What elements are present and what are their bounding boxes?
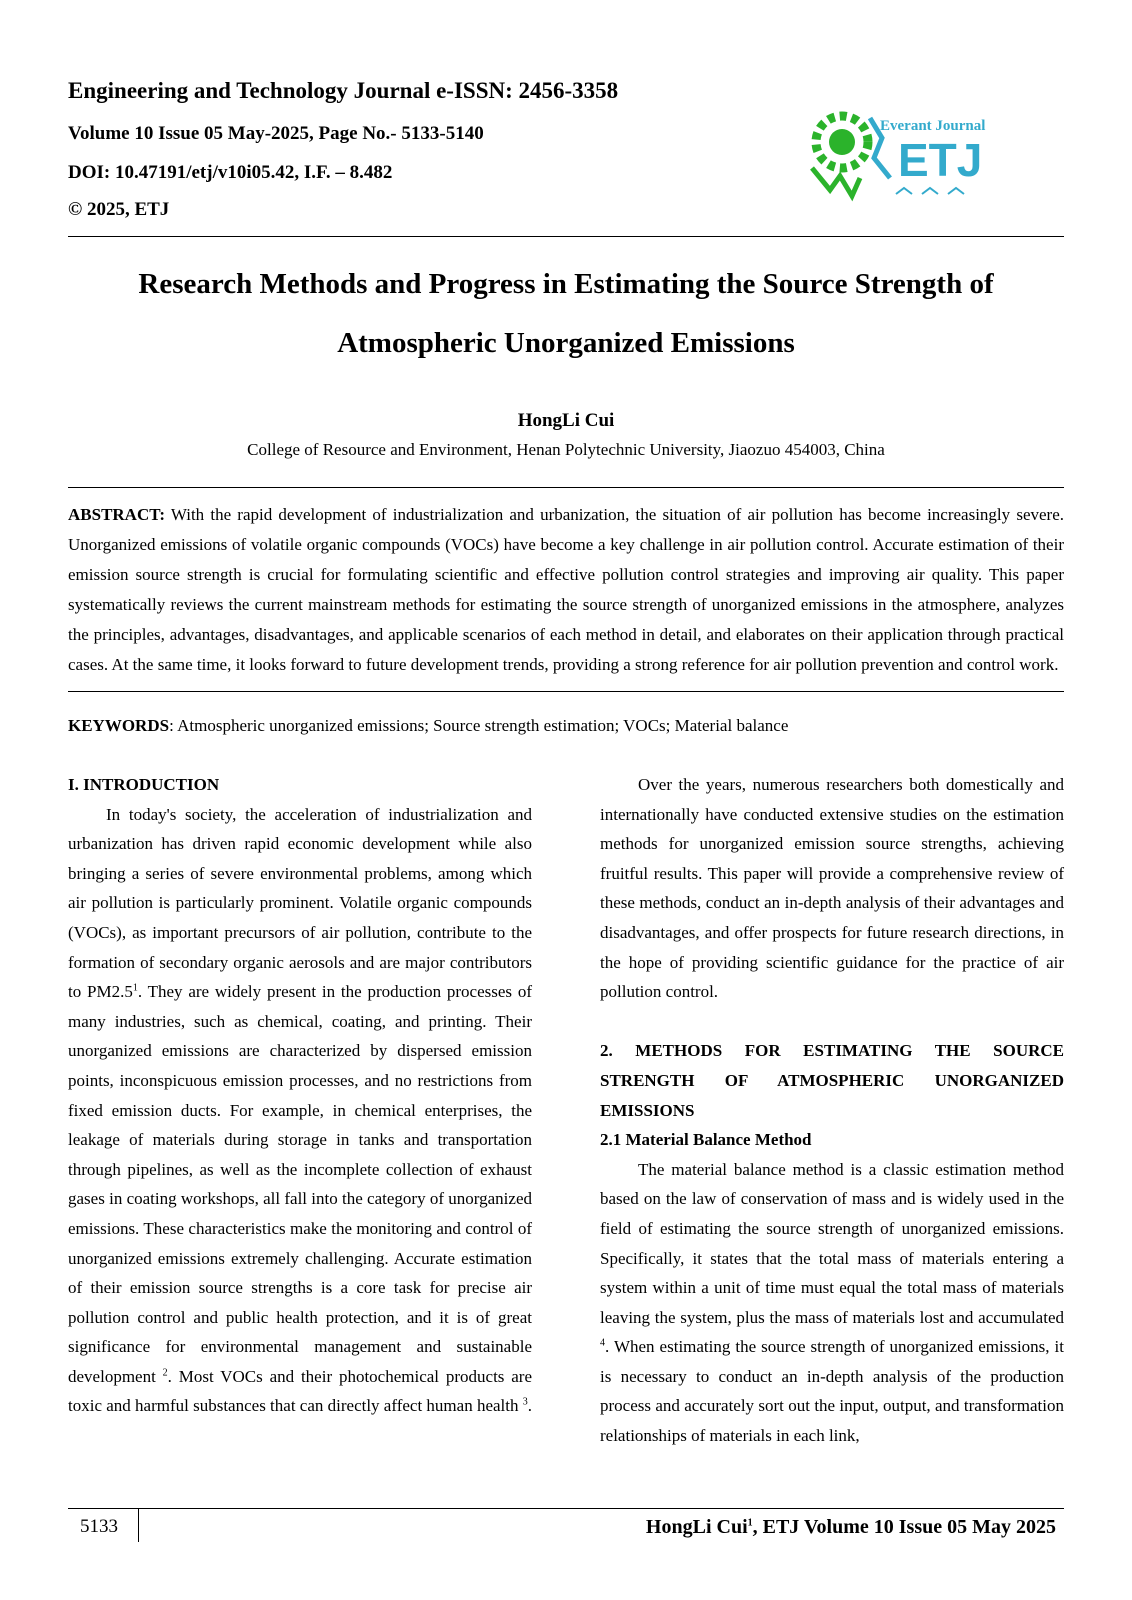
intro-text-1: In today's society, the acceleration of industrialization and urbanization has driven rapid economic development while also bringing a series of severe environmental problems, among which air pollution is particularly prominent. Volatile organic compounds (VOCs), as important precursors of air pollution, contribute to the formation of secondary organic aerosols and are major contributors to PM2.5 (68, 804, 532, 1002)
logo-top-text: Everant Journal (880, 118, 986, 134)
gear-icon (812, 116, 890, 196)
abstract-bottom-rule (68, 691, 1064, 692)
intro-text-4: . (527, 1396, 532, 1416)
journal-title-line: Engineering and Technology Journal e-ISSN: 2456-3358 (68, 78, 619, 103)
keywords (68, 714, 1064, 738)
journal-doi-line: DOI: 10.47191/etj/v10i05.42, I.F. – 8.482 (68, 162, 393, 183)
footer-rule (68, 1508, 1064, 1509)
page-number: 5133 (80, 1516, 118, 1537)
journal-volume-line: Volume 10 Issue 05 May-2025, Page No.- 5133-5140 (68, 123, 484, 144)
material-balance-paragraph (600, 1155, 1064, 1451)
intro-text-3: . Most VOCs and their photochemical products are toxic and harmful substances that can directly affect human health (68, 1366, 532, 1416)
footer-author-sup: 1 (747, 1517, 753, 1529)
left-column (68, 770, 532, 1421)
subsection-heading: 2.1 Material Balance Method (600, 1130, 812, 1150)
footer-separator (138, 1508, 139, 1542)
abstract (68, 500, 1064, 680)
author-affiliation: College of Resource and Environment, Henan Polytechnic University, Jiaozuo 454003, China (247, 440, 885, 459)
abstract-label: ABSTRACT: (68, 505, 165, 524)
paper-title-line2: Atmospheric Unorganized Emissions (337, 327, 795, 359)
section2-heading: 2. METHODS FOR ESTIMATING THE SOURCE STRENGTH OF ATMOSPHERIC UNORGANIZED EMISSIONS (600, 1041, 1064, 1120)
paper-title-line1: Research Methods and Progress in Estimating the Source Strength of (138, 268, 994, 300)
abstract-top-rule (68, 487, 1064, 488)
footer-issue: , ETJ Volume 10 Issue 05 May 2025 (752, 1516, 1056, 1538)
ref-3[interactable]: 3 (522, 1396, 528, 1408)
logo-main-text: ETJ (898, 134, 983, 186)
ref-4[interactable]: 4 (600, 1337, 605, 1349)
material-balance-text-2: . When estimating the source strength of unorganized emissions, it is necessary to conduct an in-depth analysis of the production process and accurately sort out the input, output, and transformation relationships of materials in each link, (600, 1337, 1064, 1446)
material-balance-text-1: The material balance method is a classic estimation method based on the law of conservation of mass and is widely used in the field of estimating the source strength of unorganized emissions. Specifically, it states that the total mass of materials entering a system within a unit of time must equal the total mass of materials leaving the system, plus the mass of materials lost and accumulated (600, 1159, 1064, 1327)
abstract-text: With the rapid development of industrialization and urbanization, the situation of air pollution has become increasingly severe. Unorganized emissions of volatile organic compounds (VOCs) have become a key challenge in air pollution control. Accurate estimation of their emission source strength is crucial for formulating scientific and effective pollution control strategies and improving air quality. This paper systematically reviews the current mainstream methods for estimating the source strength of unorganized emissions in the atmosphere, analyzes the principles, advantages, disadvantages, and applicable scenarios of each method in detail, and elaborates on their application through practical cases. At the same time, it looks forward to future development trends, providing a strong reference for air pollution prevention and control work. (68, 505, 1064, 674)
footer-author: HongLi Cui (645, 1516, 748, 1538)
keywords-text: : Atmospheric unorganized emissions; Source strength estimation; VOCs; Material balance (169, 716, 789, 735)
overview-paragraph: Over the years, numerous researchers both domestically and internationally have conducted extensive studies on the estimation methods for unorganized emission source strengths, achieving fruitful results. This paper will provide a comprehensive review of these methods, conduct an in-depth analysis of their advantages and disadvantages, and offer prospects for future research directions, in the hope of providing scientific guidance for the practice of air pollution control. (600, 775, 1064, 1002)
ref-1[interactable]: 1 (132, 982, 138, 994)
header-rule (68, 236, 1064, 237)
intro-paragraph (68, 800, 532, 1421)
keywords-label: KEYWORDS (68, 716, 170, 735)
author-name: HongLi Cui (517, 410, 615, 431)
intro-heading: I. INTRODUCTION (68, 775, 220, 794)
intro-text-2: . They are widely present in the production processes of many industries, such as chemical, coating, and printing. Their unorganized emissions are characterized by dispersed emission points, inconspicuous emission processes, and no restrictions from fixed emission ducts. For example, in chemical enterprises, the leakage of materials during storage in tanks and transportation through pipelines, as well as the incomplete collection of exhaust gases in coating workshops, all fall into the category of unorganized emissions. These characteristics make the monitoring and control of unorganized emissions extremely challenging. Accurate estimation of their emission source strengths is a core task for precise air pollution control and public health protection, and it is of great significance for environmental management and sustainable development (68, 982, 533, 1386)
journal-copyright-line: © 2025, ETJ (68, 199, 170, 220)
ref-2[interactable]: 2 (162, 1367, 168, 1379)
right-column (600, 770, 1064, 1451)
paragraph-spacer (600, 1007, 1064, 1037)
footer-citation (600, 1516, 1056, 1539)
journal-logo (800, 98, 1020, 206)
